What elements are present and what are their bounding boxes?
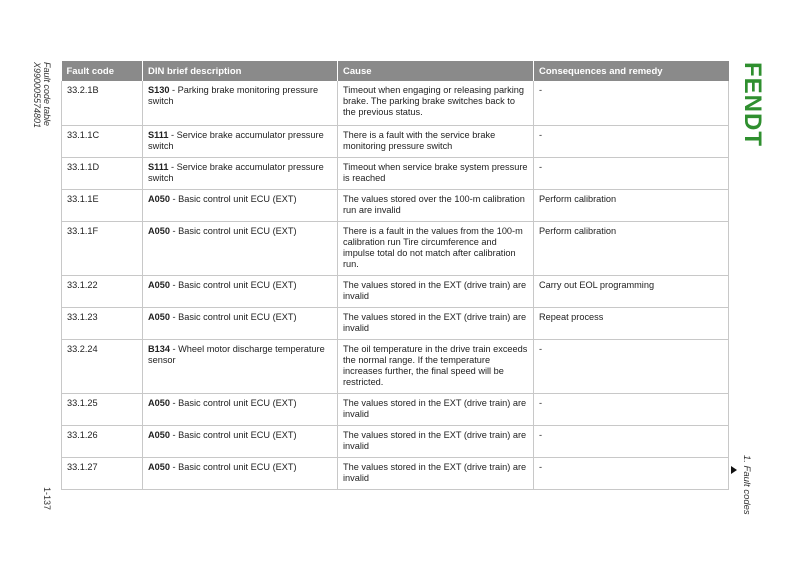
din-description-cell bbox=[143, 221, 338, 275]
din-code: S111 bbox=[148, 161, 169, 172]
din-description-cell bbox=[143, 307, 338, 339]
din-description-cell bbox=[143, 339, 338, 393]
table-row bbox=[62, 81, 729, 125]
cause-cell: The values stored in the EXT (drive train) are invalid bbox=[338, 457, 534, 489]
fault-code-cell: 33.1.26 bbox=[62, 425, 143, 457]
cause-cell: The values stored over the 100-m calibration run are invalid bbox=[338, 189, 534, 221]
din-code: A050 bbox=[148, 279, 170, 290]
fault-code-cell: 33.1.23 bbox=[62, 307, 143, 339]
din-code: A050 bbox=[148, 397, 170, 408]
remedy-cell: - bbox=[534, 393, 729, 425]
din-description-cell bbox=[143, 425, 338, 457]
page-number: 1-137 bbox=[42, 487, 52, 511]
doc-number: X990005574801 bbox=[32, 62, 42, 129]
table-row bbox=[62, 393, 729, 425]
table-row bbox=[62, 457, 729, 489]
table-row bbox=[62, 157, 729, 189]
din-text: - Basic control unit ECU (EXT) bbox=[169, 225, 297, 236]
din-text: - Basic control unit ECU (EXT) bbox=[169, 193, 297, 204]
din-description-cell bbox=[143, 393, 338, 425]
table-row bbox=[62, 425, 729, 457]
table-header-row bbox=[62, 61, 729, 81]
fault-code-cell: 33.2.24 bbox=[62, 339, 143, 393]
din-code: A050 bbox=[148, 193, 170, 204]
cause-cell: The values stored in the EXT (drive train) are invalid bbox=[338, 275, 534, 307]
fault-code-cell: 33.1.1D bbox=[62, 157, 143, 189]
fault-code-cell: 33.1.27 bbox=[62, 457, 143, 489]
header-din-description: DIN brief description bbox=[143, 61, 338, 81]
table-row bbox=[62, 307, 729, 339]
table-row bbox=[62, 221, 729, 275]
cause-cell: The oil temperature in the drive train exceeds the normal range. If the temperature increases further, the final speed will be restricted. bbox=[338, 339, 534, 393]
remedy-cell: Carry out EOL programming bbox=[534, 275, 729, 307]
section-title: 1. Fault codes bbox=[741, 455, 752, 515]
din-text: - Parking brake monitoring pressure switch bbox=[148, 85, 319, 106]
din-text: - Basic control unit ECU (EXT) bbox=[169, 397, 297, 408]
fault-code-cell: 33.1.22 bbox=[62, 275, 143, 307]
din-code: S111 bbox=[148, 129, 169, 140]
fault-code-cell: 33.2.1B bbox=[62, 81, 143, 125]
remedy-cell: Perform calibration bbox=[534, 221, 729, 275]
din-text: - Basic control unit ECU (EXT) bbox=[169, 429, 297, 440]
remedy-cell: Repeat process bbox=[534, 307, 729, 339]
fault-code-cell: 33.1.1C bbox=[62, 125, 143, 157]
din-text: - Basic control unit ECU (EXT) bbox=[169, 279, 297, 290]
din-code: A050 bbox=[148, 429, 170, 440]
din-code: A050 bbox=[148, 311, 170, 322]
din-description-cell bbox=[143, 125, 338, 157]
din-code: B134 bbox=[148, 343, 170, 354]
table-row bbox=[62, 189, 729, 221]
table-row bbox=[62, 275, 729, 307]
remedy-cell: - bbox=[534, 425, 729, 457]
fault-code-cell: 33.1.1F bbox=[62, 221, 143, 275]
din-description-cell bbox=[143, 189, 338, 221]
din-description-cell bbox=[143, 275, 338, 307]
brand-text: FENDT bbox=[739, 62, 766, 147]
fault-code-cell: 33.1.1E bbox=[62, 189, 143, 221]
din-code: A050 bbox=[148, 225, 170, 236]
remedy-cell: - bbox=[534, 339, 729, 393]
fendt-logo bbox=[739, 62, 766, 162]
din-text: - Service brake accumulator pressure switch bbox=[148, 129, 324, 151]
remedy-cell: Perform calibration bbox=[534, 189, 729, 221]
remedy-cell: - bbox=[534, 457, 729, 489]
cause-cell: There is a fault with the service brake monitoring pressure switch bbox=[338, 125, 534, 157]
din-text: - Basic control unit ECU (EXT) bbox=[169, 311, 297, 322]
remedy-cell: - bbox=[534, 125, 729, 157]
cause-cell: Timeout when service brake system pressure is reached bbox=[338, 157, 534, 189]
din-text: - Service brake accumulator pressure switch bbox=[148, 161, 324, 183]
header-remedy: Consequences and remedy bbox=[534, 61, 729, 81]
din-text: - Wheel motor discharge temperature sensor bbox=[148, 343, 325, 365]
din-description-cell bbox=[143, 457, 338, 489]
cause-cell: The values stored in the EXT (drive train) are invalid bbox=[338, 425, 534, 457]
cause-cell: The values stored in the EXT (drive train) are invalid bbox=[338, 393, 534, 425]
din-description-cell bbox=[143, 81, 338, 125]
cause-cell: The values stored in the EXT (drive train) are invalid bbox=[338, 307, 534, 339]
table-row bbox=[62, 339, 729, 393]
remedy-cell: - bbox=[534, 81, 729, 125]
cause-cell: There is a fault in the values from the 100-m calibration run Tire circumference and impulse total do not match after calibration run. bbox=[338, 221, 534, 275]
table-row bbox=[62, 125, 729, 157]
fault-code-table bbox=[61, 61, 729, 490]
din-text: - Basic control unit ECU (EXT) bbox=[169, 461, 297, 472]
fault-code-cell: 33.1.25 bbox=[62, 393, 143, 425]
remedy-cell: - bbox=[534, 157, 729, 189]
din-code: S130 bbox=[148, 85, 170, 95]
din-description-cell bbox=[143, 157, 338, 189]
header-fault-code: Fault code bbox=[62, 61, 143, 81]
din-code: A050 bbox=[148, 461, 170, 472]
header-cause: Cause bbox=[338, 61, 534, 81]
next-page-arrow-icon[interactable] bbox=[731, 466, 737, 474]
doc-title: Fault code table bbox=[42, 62, 52, 127]
cause-cell: Timeout when engaging or releasing parking brake. The parking brake switches back to the previous status. bbox=[338, 81, 534, 125]
